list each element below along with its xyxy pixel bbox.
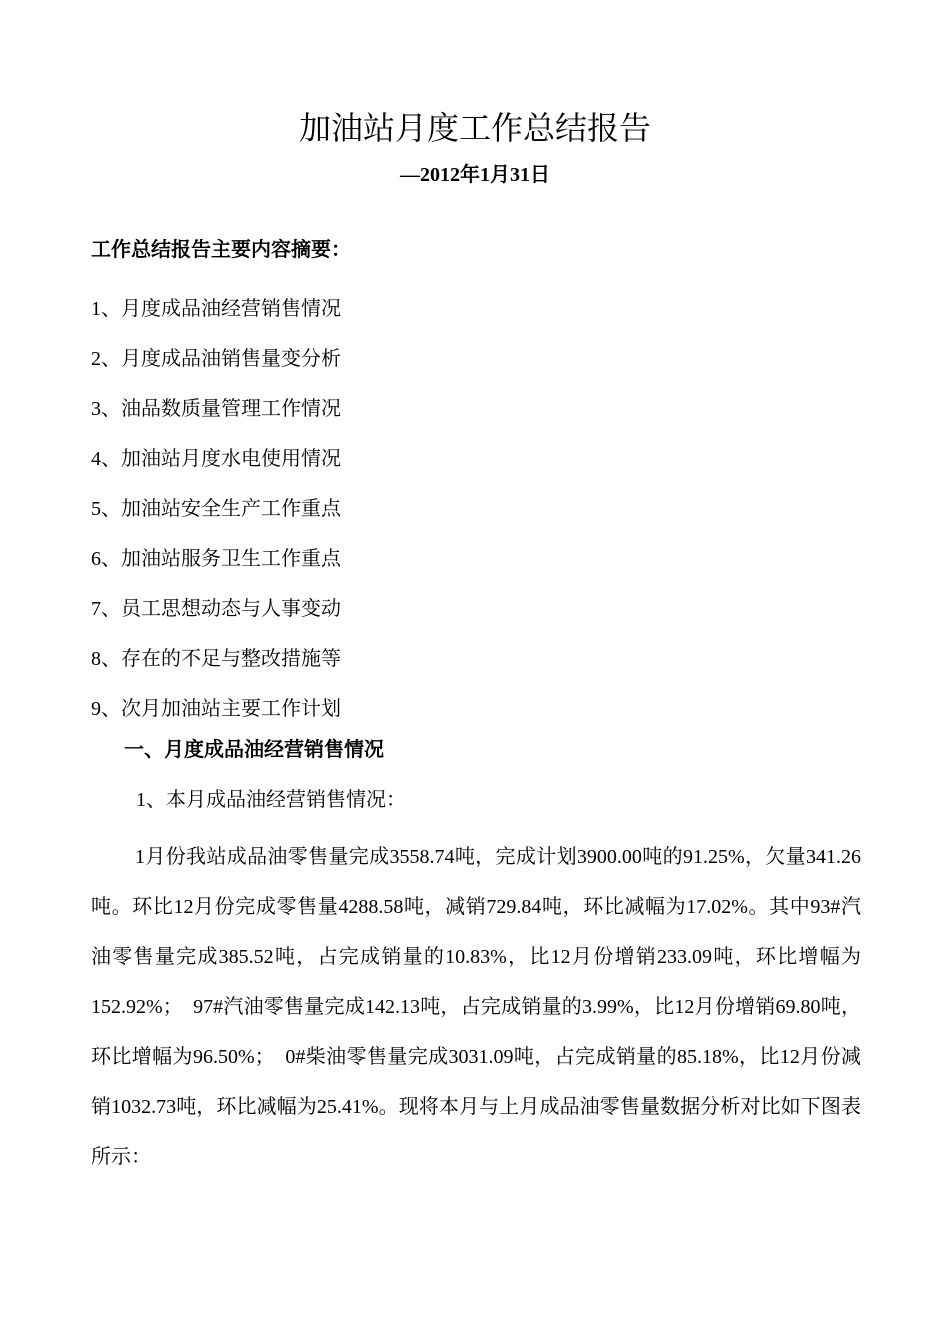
- sales-paragraph: 1月份我站成品油零售量完成3558.74吨，完成计划3900.00吨的91.25%，欠量341.26吨。环比12月份完成零售量4288.58吨，减销729.84吨，环比减幅为17.02%。其中93#汽油零售量完成385.52吨，占完成销量的10.83%，比12月份增销233.09吨，环比增幅为152.92%； 97#汽油零售量完成142.13吨，占完成销量的3.99%，比12月份增销69.80吨，环比增幅为96.50%； 0#柴油零售量完成3031.09吨，占完成销量的85.18%，比12月份减销1032.73吨，环比减幅为25.41%。现将本月与上月成品油零售量数据分析对比如下图表所示：: [91, 846, 861, 1168]
- summary-item: 2、月度成品油销售量变分析: [91, 348, 341, 370]
- section-heading: 一、月度成品油经营销售情况: [124, 739, 384, 761]
- summary-item: 3、油品数质量管理工作情况: [91, 398, 341, 420]
- summary-heading: 工作总结报告主要内容摘要：: [91, 239, 351, 261]
- section-subheading: 1、本月成品油经营销售情况：: [136, 789, 406, 811]
- summary-item: 8、存在的不足与整改措施等: [91, 648, 341, 670]
- summary-item: 4、加油站月度水电使用情况: [91, 448, 341, 470]
- summary-item: 1、月度成品油经营销售情况: [91, 298, 341, 320]
- summary-list: [91, 284, 341, 734]
- summary-item: 7、员工思想动态与人事变动: [91, 598, 341, 620]
- summary-item: 9、次月加油站主要工作计划: [91, 698, 341, 720]
- document-date: —2012年1月31日: [400, 164, 550, 186]
- summary-item: 6、加油站服务卫生工作重点: [91, 548, 341, 570]
- summary-item: 5、加油站安全生产工作重点: [91, 498, 341, 520]
- document-title: 加油站月度工作总结报告: [298, 110, 651, 146]
